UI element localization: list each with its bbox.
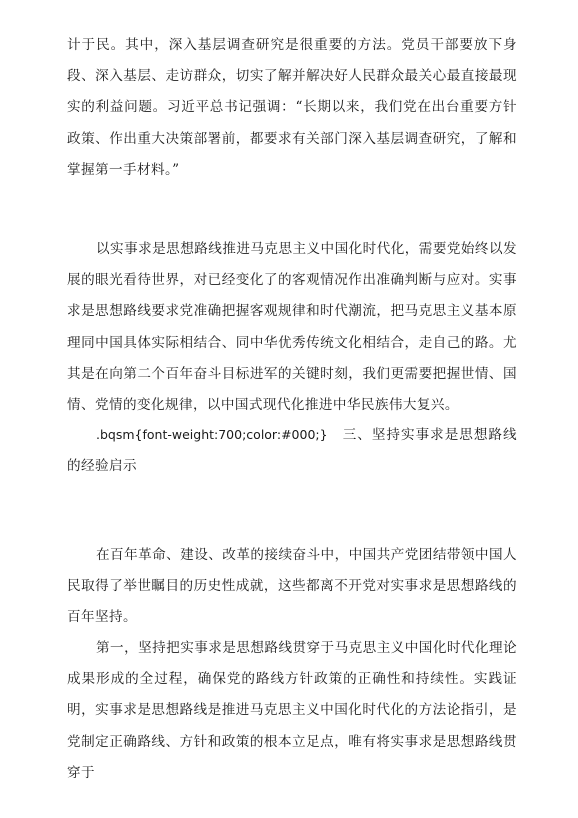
paragraph-continuation: 计于民。其中，深入基层调查研究是很重要的方法。党员干部要放下身段、深入基层、走访群众，切实了解并解决好人民群众最关心最直接最现实的利益问题。习近平总书记强调：“长期以来，我们党在出台重要方针政策、作出重大决策部署前，都要求有关部门深入基层调查研究，了解和掌握第一手材料。” [67, 37, 517, 178]
paragraph-first-point: 第一，坚持把实事求是思想路线贯穿于马克思主义中国化时代化理论成果形成的全过程，确保党的路线方针政策的正确性和持续性。实践证明，实事求是思想路线是推进马克思主义中国化时代化的方法论指引，是党制定正确路线、方针和政策的根本立足点，唯有将实事求是思想路线贯穿于 [67, 640, 517, 781]
paragraph-practical-approach: 以实事求是思想路线推进马克思主义中国化时代化，需要党始终以发展的眼光看待世界，对已经变化了的客观情况作出准确判断与应对。实事求是思想路线要求党准确把握客观规律和时代潮流，把马克思主义基本原理同中国具体实际相结合、同中华优秀传统文化相结合，走自己的路。尤其是在向第二个百年奋斗目标进军的关键时刻，我们更需要把握世情、国情、党情的变化规律，以中国式现代化推进中华民族伟大复兴。 [67, 241, 517, 414]
section-heading-text: 三、坚持实事求是思想路线的经验启示 [67, 427, 517, 475]
section-heading [67, 419, 517, 482]
paragraph-century-persistence: 在百年革命、建设、改革的接续奋斗中，中国共产党团结带领中国人民取得了举世瞩目的历史性成就，这些都离不开党对实事求是思想路线的百年坚持。 [67, 547, 517, 626]
css-artifact-text: .bqsm{font-weight:700;color:#000;} [96, 427, 328, 442]
